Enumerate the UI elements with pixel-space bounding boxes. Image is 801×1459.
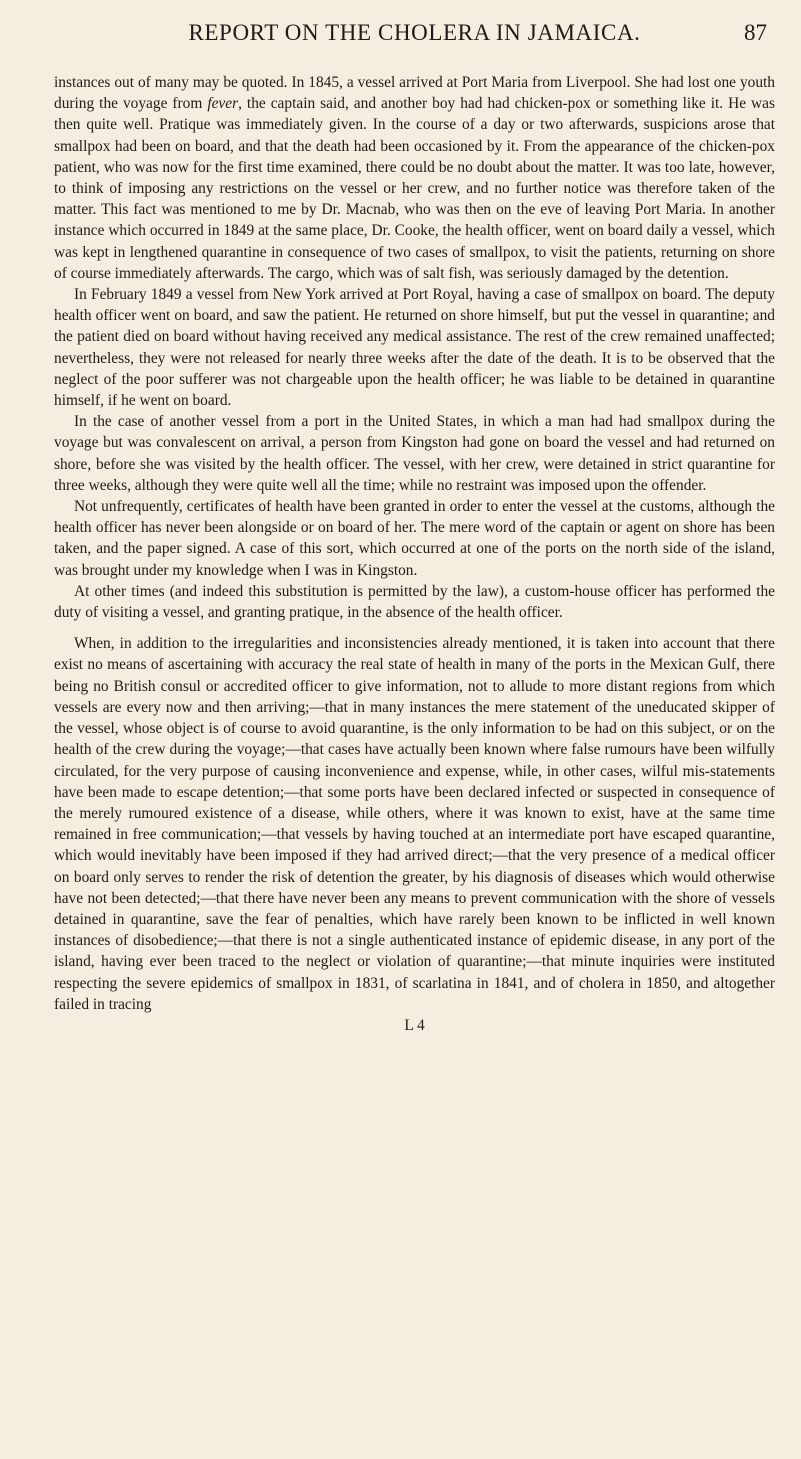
body-text (54, 72, 775, 1015)
signature-mark: L 4 (404, 1016, 425, 1034)
paragraph-certificates: Not unfrequently, certificates of health have been granted in order to enter the vessel at the customs, although the health officer has never been alongside or on board of her. The mere word of the captain or agent on shore has been taken, and the paper signed. A case of this sort, which occurred at one of the ports on the north side of the island, was brought under my knowledge when I was in Kingston. (54, 498, 775, 579)
paragraph-irregularities: When, in addition to the irregularities and inconsistencies already mentioned, it is taken into account that there exist no means of ascertaining with accuracy the real state of health in many of the ports in the Mexican Gulf, there being no British consul or accredited officer to give information, not to allude to more distant regions from which vessels are every now and then arriving;—that in many instances the mere statement of the uneducated skipper of the vessel, whose object is of course to avoid quarantine, is the only information to be had on this subject, or on the health of the crew during the voyage;—that cases have actually been known where false rumours have been wilfully circulated, for the very purpose of causing inconvenience and expense, while, in other cases, wilful mis-statements have been made to escape detention;—that some ports have been declared infected or suspected in consequence of the merely rumoured existence of a disease, while others, where it was known to exist, have at the same time remained in free communication;—that vessels by having touched at an intermediate port have escaped quarantine, which would inevitably have been imposed if they had arrived direct;—that the very presence of a medical officer on board only serves to render the risk of detention the greater, by his diagnosis of diseases which would otherwise have not been detected;—that there have never been any means to prevent communication with the shore of vessels detained in quarantine, save the fear of penalties, which have rarely been known to be inflicted in well known instances of disobedience;—that there is not a single authenticated instance of epidemic disease, in any port of the island, having ever been traced to the neglect or violation of quarantine;—that minute inquiries were instituted respecting the severe epidemics of smallpox in 1831, of scarlatina in 1841, and of cholera in 1850, and altogether failed in tracing (54, 635, 775, 1013)
emphasized-word: fever (207, 95, 239, 113)
paragraph-custom-house: At other times (and indeed this substitution is permitted by the law), a custom-house officer has performed the duty of visiting a vessel, and granting pratique, in the absence of the health officer. (54, 582, 775, 622)
paragraph-port-maria-cases (54, 72, 775, 284)
paragraph-text: instances out of many may be quoted. In 1845, a vessel arrived at Port Maria from Liverpool. She had lost one youth during the voyage from (54, 74, 775, 113)
paragraph-new-york-vessel: In February 1849 a vessel from New York arrived at Port Royal, having a case of smallpox on board. The deputy health officer went on board, and saw the patient. He returned on shore himself, but put the vessel in quarantine; and the patient died on board without having received any medical assistance. The rest of the crew remained unaffected; nevertheless, they were not released for nearly three weeks after the date of the death. It is to be observed that the neglect of the poor sufferer was not chargeable upon the health officer; he was liable to be detained in quarantine himself, if he went on board. (54, 286, 775, 410)
paragraph-united-states-vessel: In the case of another vessel from a port in the United States, in which a man had had smallpox during the voyage but was convalescent on arrival, a person from Kingston had gone on board the vessel and had returned on shore, before she was visited by the health officer. The vessel, with her crew, were detained in strict quarantine for three weeks, although they were quite well all the time; while no restraint was imposed upon the offender. (54, 413, 775, 494)
running-title: REPORT ON THE CHOLERA IN JAMAICA. (188, 20, 641, 45)
running-head (54, 18, 775, 72)
paragraph-text: , the captain said, and another boy had had chicken-pox or something like it. He was then quite well. Pratique was immediately given. In the course of a day or two afterwards, suspicions arose that smallpox had been on board, and that the death had been occasioned by it. From the appearance of the chicken-pox patient, who was now for the first time examined, there could be no doubt about the matter. It was too late, however, to think of imposing any restrictions on the vessel or her crew, and no further notice was therefore taken of the matter. This fact was mentioned to me by Dr. Macnab, who was then on the eve of leaving Port Maria. In another instance which occurred in 1849 at the same place, Dr. Cooke, the health officer, went on board daily a vessel, which was kept in lengthened quarantine in consequence of two cases of smallpox, to visit the patients, returning on shore of course immediately afterwards. The cargo, which was of salt fish, was seriously damaged by the detention. (54, 95, 775, 282)
page-number: 87 (744, 20, 767, 45)
